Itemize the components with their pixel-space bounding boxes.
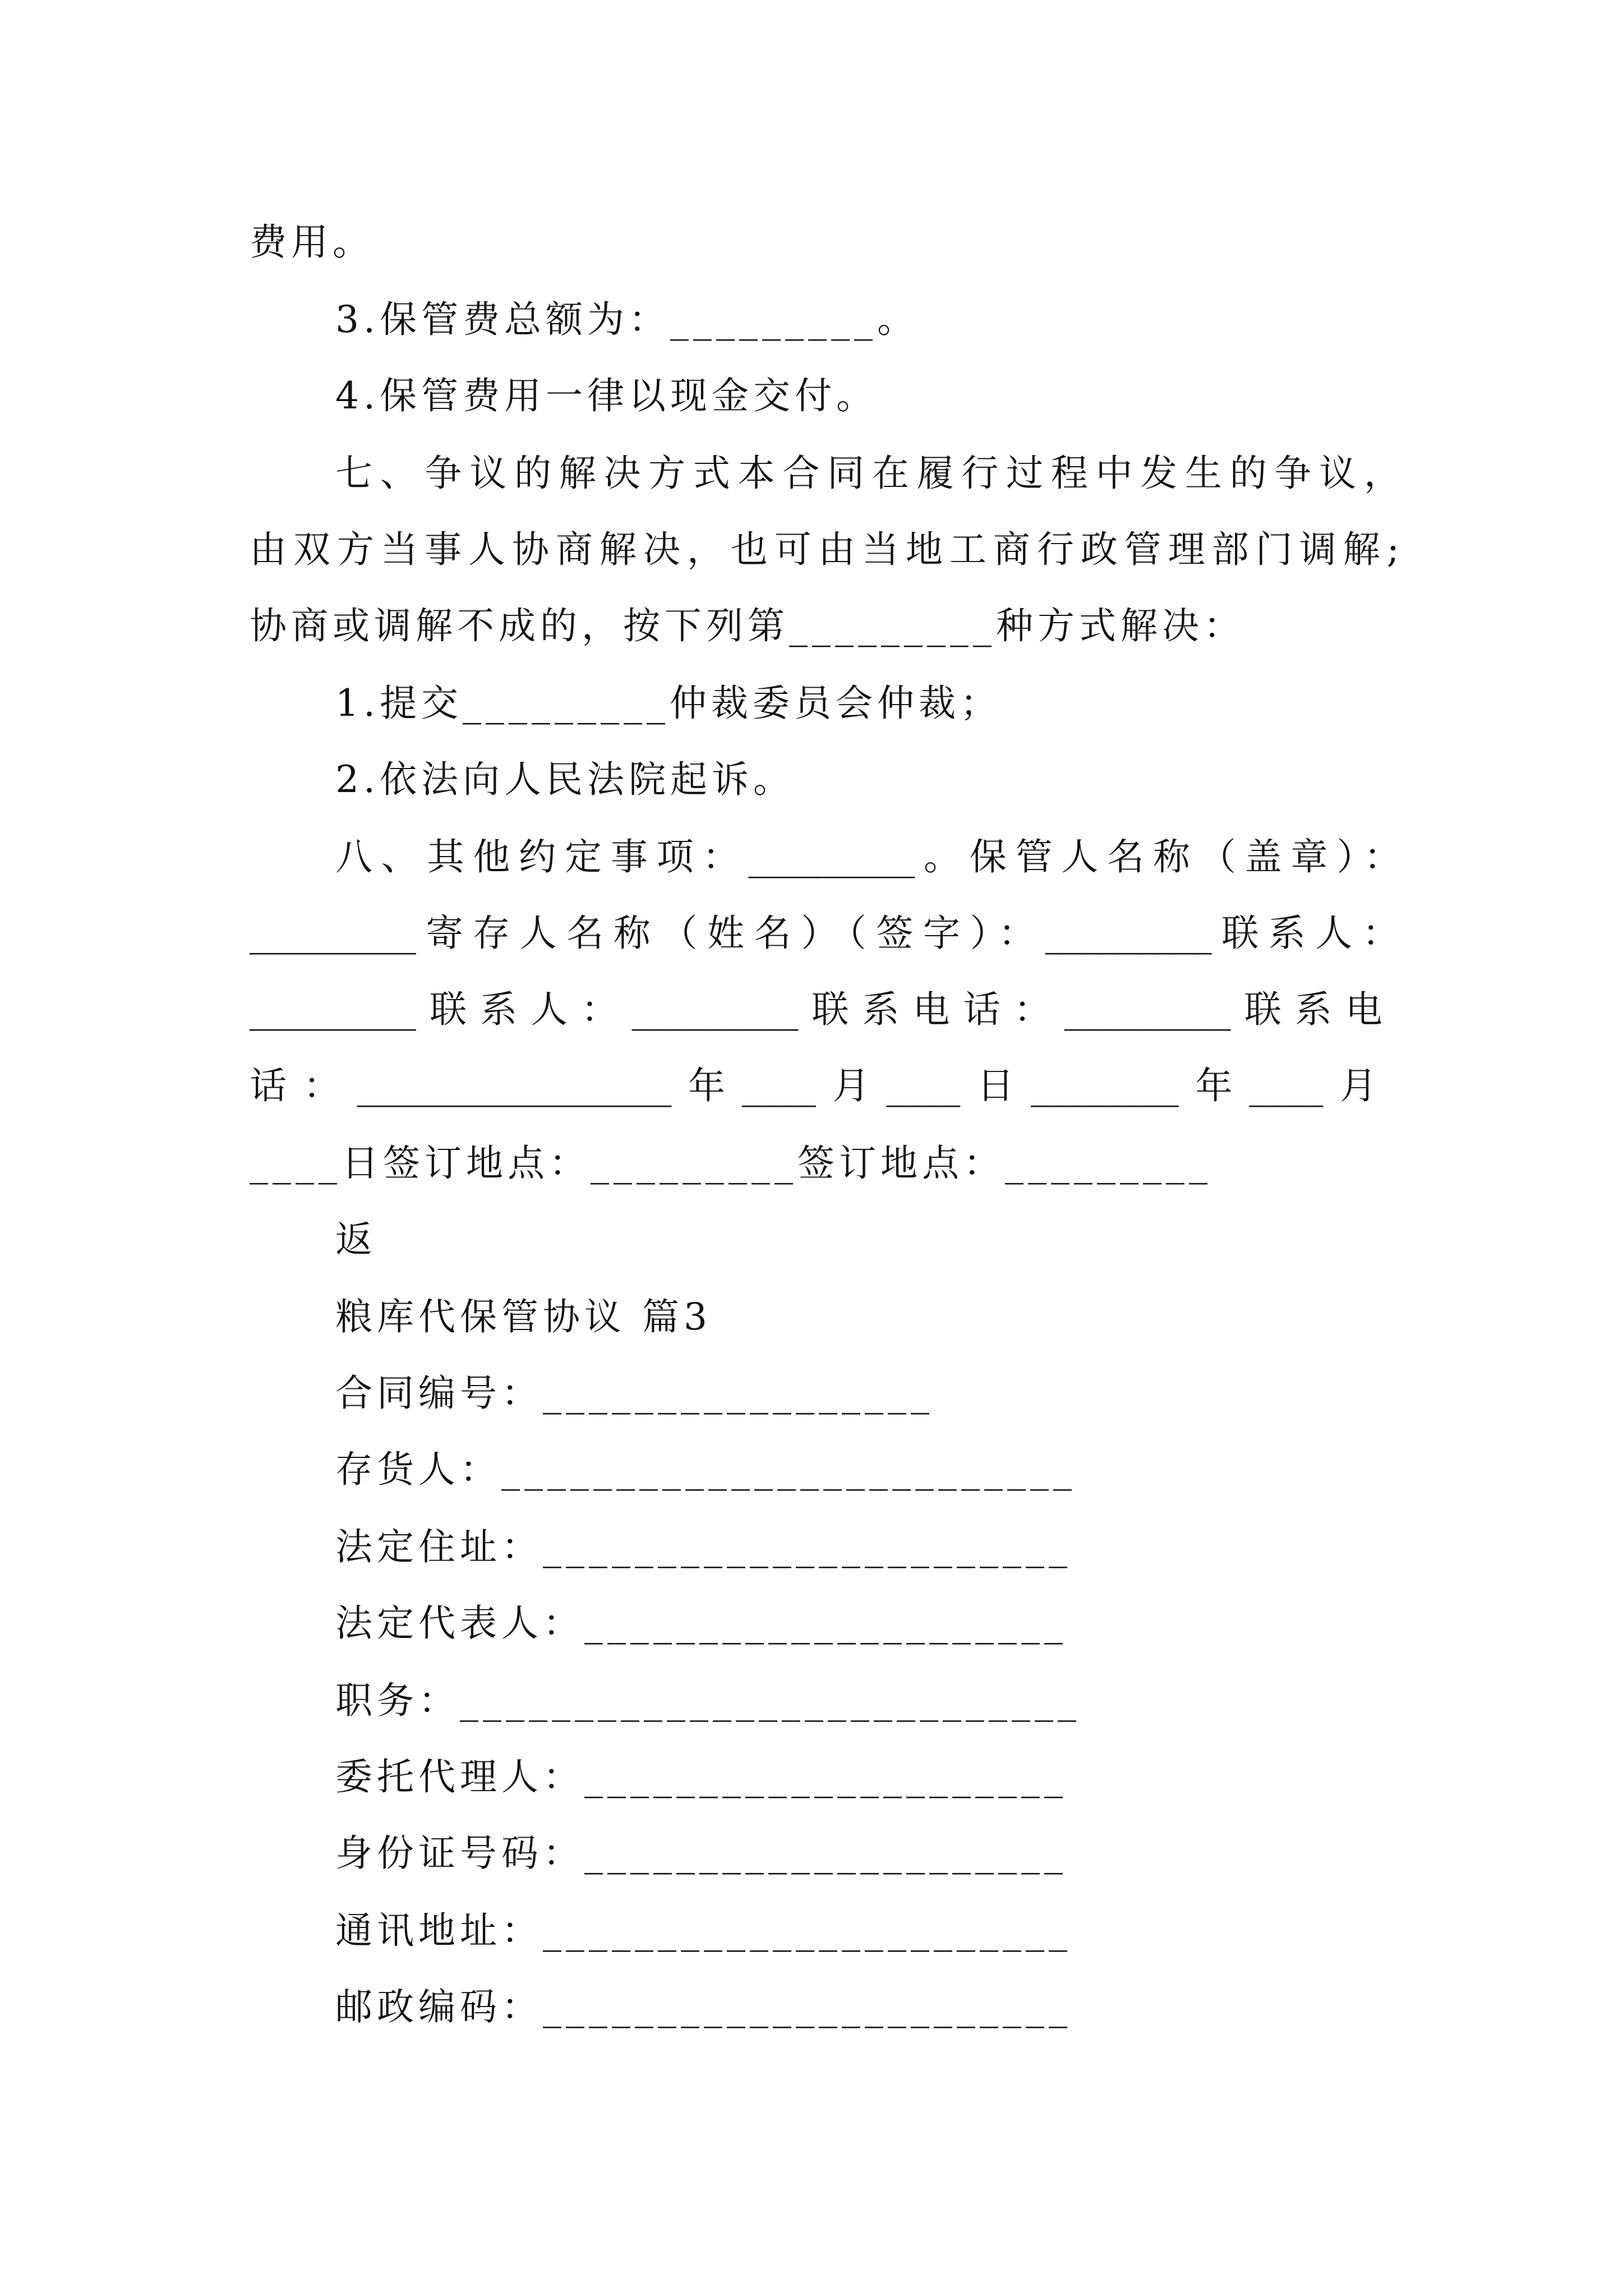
form-field-mailing-address: 通讯地址：_______________________: [335, 1909, 1072, 1952]
text-line: ____日签订地点：_________签订地点：_________: [250, 1142, 1212, 1185]
form-field-legal-address: 法定住址：_______________________: [335, 1525, 1072, 1568]
text-line: 由双方当事人协商解决，也可由当地工商行政管理部门调解;: [250, 528, 1399, 571]
text-line: 1.提交_________仲裁委员会仲裁；: [335, 682, 1002, 725]
text-line: 七、争议的解决方式本合同在履行过程中发生的争议，: [335, 452, 1401, 495]
text-line: 协商或调解不成的，按下列第_________种方式解决：: [250, 604, 1245, 647]
form-field-postal-code: 邮政编码：_______________________: [335, 1985, 1072, 2028]
text-line: 费用。: [250, 220, 374, 264]
form-field-contract-number: 合同编号：_________________: [335, 1372, 934, 1415]
form-field-position: 职务：___________________________: [335, 1679, 1081, 1722]
text-line: _________联系人：_________联系电话：_________联系电: [250, 988, 1382, 1031]
form-field-authorized-agent: 委托代理人：_____________________: [335, 1755, 1067, 1798]
text-line: 4.保管费用一律以现金交付。: [335, 374, 878, 417]
section-title: 粮库代保管协议 篇3: [335, 1295, 712, 1338]
form-field-depositor: 存货人：_________________________: [335, 1448, 1076, 1491]
form-field-id-number: 身份证号码：_____________________: [335, 1832, 1067, 1875]
form-field-legal-representative: 法定代表人：_____________________: [335, 1602, 1067, 1645]
text-line: 返: [335, 1218, 377, 1261]
text-line: 话：_________________年____月____日________年____月: [250, 1064, 1377, 1107]
text-line: 2.依法向人民法院起诉。: [335, 758, 795, 801]
text-line: 八、其他约定事项：_________。保管人名称（盖章）：: [335, 835, 1401, 878]
text-line: _________寄存人名称（姓名）（签字）：_________联系人：: [250, 912, 1399, 955]
text-line: 3.保管费总额为：_________。: [335, 298, 919, 341]
